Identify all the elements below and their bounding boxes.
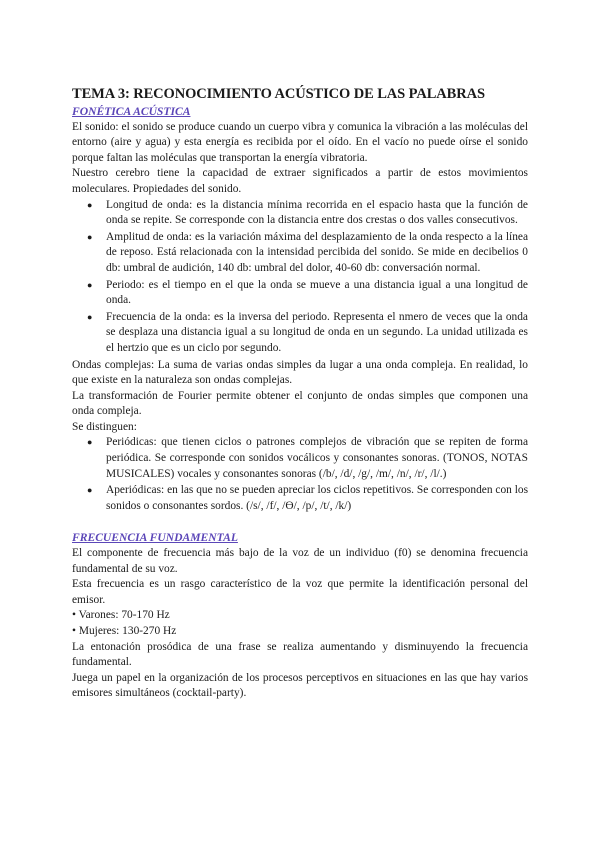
paragraph: La transformación de Fourier permite obtener el conjunto de ondas simples que componen una onda compleja. [72, 389, 528, 418]
list-item [87, 483, 528, 514]
properties-list [72, 198, 528, 357]
list-item-text: Longitud de onda: es la distancia mínima recorrida en el espacio hasta que la función de onda se repite. Se corresponde con la distancia entre dos crestas o dos valles consecutivos. [106, 198, 528, 227]
bullet-icon: ● [87, 485, 93, 496]
paragraph: La entonación prosódica de una frase se realiza aumentando y disminuyendo la frecuencia fundamental. [72, 640, 528, 669]
section-heading-frecuencia: FRECUENCIA FUNDAMENTAL [72, 531, 238, 545]
bullet-icon: ● [87, 437, 93, 448]
list-item-text: Frecuencia de la onda: es la inversa del periodo. Representa el nmero de veces que la onda se desplaza una distancia igual a su longitud de onda en un segundo. La unidad utilizada es el hertzio que es un ciclo por segundo. [106, 310, 528, 354]
list-item [87, 435, 528, 482]
bullet-icon: ● [87, 279, 93, 290]
paragraph: Juega un papel en la organización de los procesos perceptivos en situaciones en las que hay varios emisores simultáneos (cocktail-party). [72, 671, 528, 700]
list-item-text: Periódicas: que tienen ciclos o patrones complejos de vibración que se repiten de forma periódica. Se corresponde con sonidos vocálicos y consonantes sonoras. (TONOS, NOTAS MUSICALES) vocales y consonantes sonoras (/b/, /d/, /g/, /m/, /n/, /r/, /l/.) [106, 436, 528, 480]
bullet-icon: ● [87, 311, 93, 322]
paragraph: Se distinguen: [72, 420, 137, 433]
paragraph: Ondas complejas: La suma de varias ondas simples da lugar a una onda compleja. En realidad, lo que existe en la naturaleza son ondas complejas. [72, 358, 528, 387]
bullet-icon: ● [87, 231, 93, 242]
list-item-text: Amplitud de onda: es la variación máxima del desplazamiento de la onda respecto a la línea de reposo. Está relacionada con la intensidad percibida del sonido. Se mide en decibelios 0 db: umbral de audición, 140 db: umbral del dolor, 40-60 db: conversación normal. [106, 230, 528, 274]
list-item [87, 230, 528, 277]
list-item [87, 278, 528, 309]
section-heading-fonetica: FONÉTICA ACÚSTICA [72, 105, 191, 118]
list-item-text: Aperiódicas: en las que no se pueden apreciar los ciclos repetitivos. Se corresponden con los sonidos o consonantes sordos. (/s/, /f/, /Ө/, /p/, /t/, /k/) [106, 484, 528, 512]
wave-kinds-list [72, 435, 528, 514]
list-item-text: Periodo: es el tiempo en el que la onda se mueve a una distancia igual a una longitud de onda. [106, 278, 528, 307]
list-item [87, 310, 528, 357]
list-item [87, 198, 528, 229]
paragraph: Esta frecuencia es un rasgo característico de la voz que permite la identificación personal del emisor. [72, 578, 528, 606]
range-line-women: • Mujeres: 130-270 Hz [72, 625, 177, 637]
document-page [72, 84, 528, 702]
range-line-men: • Varones: 70-170 Hz [72, 609, 170, 622]
paragraph: El sonido: el sonido se produce cuando un cuerpo vibra y comunica la vibración a las moléculas del entorno (aire y agua) y esta energía es recibida por el oído. En el vacío no puede oírse el sonido porque faltan las moléculas que transportan la energía vibratoria. [72, 120, 528, 164]
page-title: TEMA 3: RECONOCIMIENTO ACÚSTICO DE LAS PALABRAS [72, 86, 485, 102]
bullet-icon: ● [87, 199, 93, 210]
paragraph: Nuestro cerebro tiene la capacidad de extraer significados a partir de estos movimientos moleculares. Propiedades del sonido. [72, 167, 528, 195]
paragraph: El componente de frecuencia más bajo de la voz de un individuo (f0) se denomina frecuencia fundamental de su voz. [72, 547, 528, 575]
